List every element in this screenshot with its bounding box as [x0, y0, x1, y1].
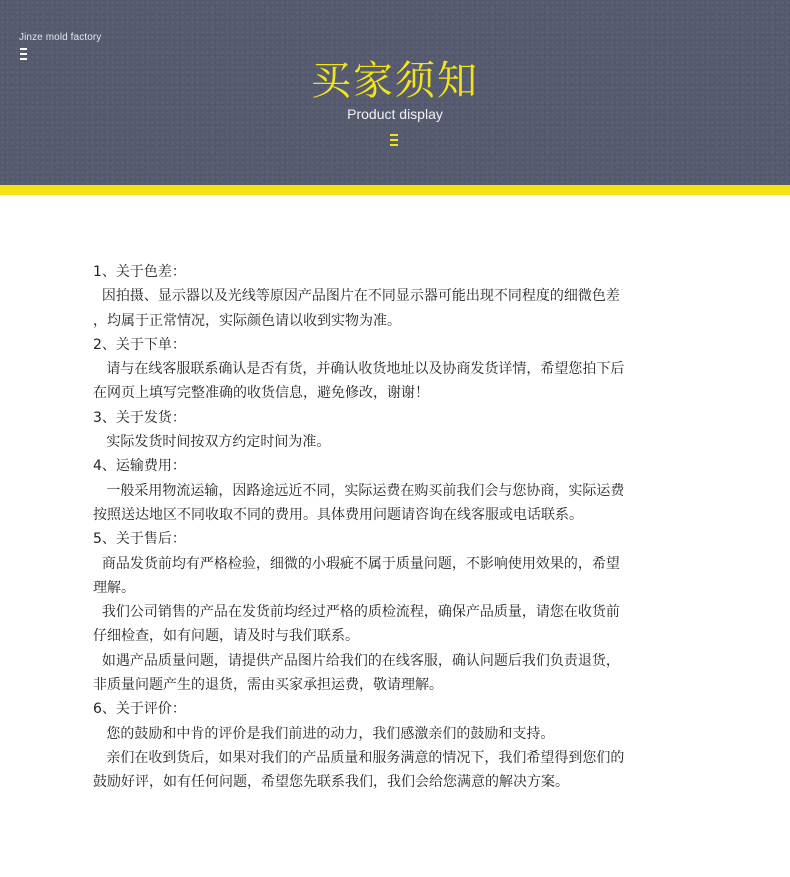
- text-line: 实际发货时间按双方约定时间为准。: [93, 434, 331, 451]
- accent-lines-icon: [390, 134, 398, 149]
- yellow-divider: [0, 185, 790, 195]
- text-line: 请与在线客服联系确认是否有货，并确认收货地址以及协商发货详情，希望您拍下后: [93, 361, 625, 378]
- text-line: 您的鼓励和中肯的评价是我们前进的动力，我们感激亲们的鼓励和支持。: [93, 725, 555, 742]
- section-heading-color: 1、关于色差：: [93, 264, 186, 280]
- page-subtitle: Product display: [347, 106, 443, 122]
- text-line: 非质量问题产生的退货，需由买家承担运费，敬请理解。: [93, 677, 443, 694]
- text-line: 亲们在收到货后，如果对我们的产品质量和服务满意的情况下，我们希望得到您们的: [93, 749, 625, 766]
- section-heading-shipping: 3、关于发货：: [93, 409, 186, 426]
- text-line: 鼓励好评，如有任何问题，希望您先联系我们，我们会给您满意的解决方案。: [93, 774, 569, 791]
- section-heading-aftersales: 5、关于售后：: [93, 531, 186, 548]
- text-line: 在网页上填写完整准确的收货信息，避免修改，谢谢！: [93, 385, 429, 402]
- text-line: 我们公司销售的产品在发货前均经过严格的质检流程，确保产品质量，请您在收货前: [93, 604, 620, 621]
- text-line: 仔细检查，如有问题，请及时与我们联系。: [93, 628, 359, 645]
- section-heading-freight: 4、运输费用：: [93, 458, 186, 475]
- text-line: ，均属于正常情况，实际颜色请以收到实物为准。: [93, 312, 401, 329]
- page-title: 买家须知: [311, 58, 479, 104]
- section-heading-review: 6、关于评价：: [93, 701, 186, 718]
- text-line: 商品发货前均有严格检验，细微的小瑕疵不属于质量问题，不影响使用效果的，希望: [93, 555, 620, 572]
- text-line: 因拍摄、显示器以及光线等原因产品图片在不同显示器可能出现不同程度的细微色差: [93, 288, 620, 305]
- text-line: 理解。: [93, 579, 135, 596]
- text-line: 按照送达地区不同收取不同的费用。具体费用问题请咨询在线客服或电话联系。: [93, 506, 583, 523]
- text-line: 如遇产品质量问题，请提供产品图片给我们的在线客服，确认问题后我们负责退货，: [93, 652, 620, 669]
- section-heading-order: 2、关于下单：: [93, 336, 186, 353]
- text-line: 一般采用物流运输，因路途远近不同，实际运费在购买前我们会与您协商，实际运费: [93, 482, 625, 499]
- notice-content: [93, 260, 705, 795]
- brand-label: Jinze mold factory: [19, 32, 102, 43]
- header-banner: [0, 0, 790, 185]
